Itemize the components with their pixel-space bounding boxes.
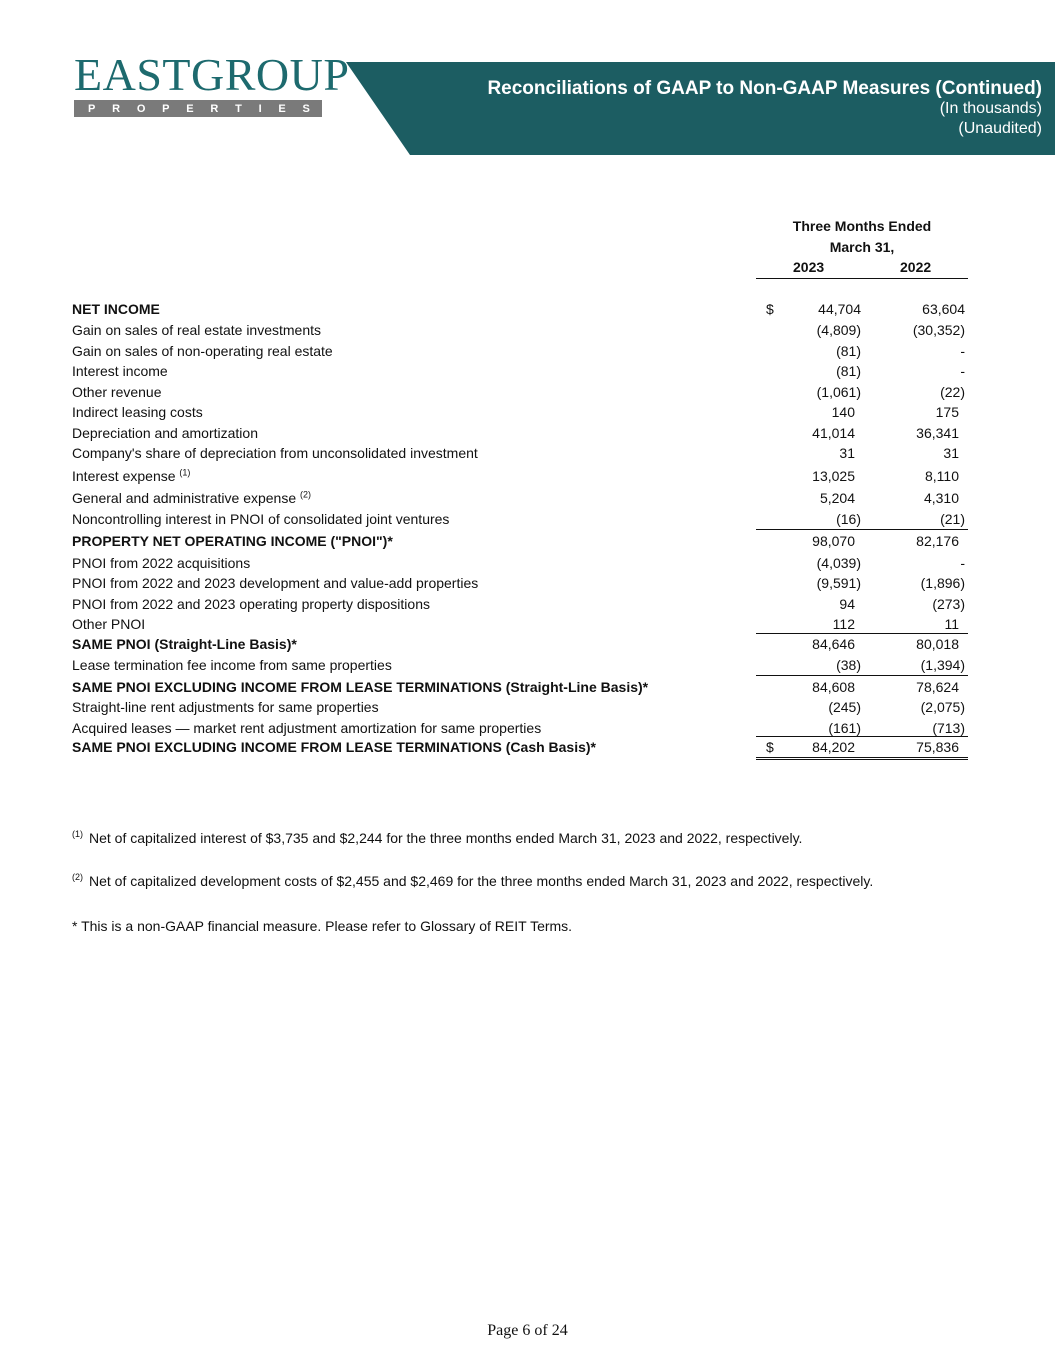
row-label: Other PNOI — [72, 616, 146, 632]
logo-letter: S — [302, 102, 310, 115]
value-2022: 82,176 — [916, 533, 959, 549]
row-label: PNOI from 2022 acquisitions — [72, 555, 251, 571]
footnote-1 — [72, 830, 802, 846]
audit-note: (Unaudited) — [958, 120, 1042, 137]
value-2022: 80,018 — [916, 636, 959, 652]
row-label: Interest income — [72, 363, 168, 379]
value-2022: (1,896) — [920, 575, 965, 591]
logo-letter: I — [258, 102, 262, 115]
value-2022: (2,075) — [920, 699, 965, 715]
value-2023: 44,704 — [818, 301, 861, 317]
row-label: Straight-line rent adjustments for same properties — [72, 699, 379, 715]
value-2022: 78,624 — [916, 679, 959, 695]
value-2023: (81) — [836, 363, 861, 379]
table-row — [72, 737, 972, 757]
table-row — [72, 553, 972, 573]
row-label: Noncontrolling interest in PNOI of consolidated joint ventures — [72, 511, 450, 527]
dollar-sign: $ — [766, 301, 774, 317]
table-row — [72, 299, 972, 319]
value-2023: (9,591) — [816, 575, 861, 591]
value-2023: 84,202 — [812, 739, 855, 755]
table-row — [72, 402, 972, 422]
value-2023: (4,039) — [816, 555, 861, 571]
logo-letter: P — [162, 102, 170, 115]
footnote-marker: (2) — [72, 872, 83, 883]
value-2022: (21) — [940, 511, 965, 527]
value-2022: (1,394) — [920, 657, 965, 673]
row-label: PNOI from 2022 and 2023 development and value-add properties — [72, 575, 479, 591]
row-label: General and administrative expense — [72, 490, 297, 506]
value-2023: 41,014 — [812, 425, 855, 441]
value-2022: 31 — [943, 445, 959, 461]
footnote-text: Net of capitalized development costs of $2,455 and $2,469 for the three months ended March 31, 2023 and 2022, respectively. — [89, 873, 874, 889]
value-2023: (81) — [836, 343, 861, 359]
table-row — [72, 614, 972, 634]
row-label: Gain on sales of real estate investments — [72, 322, 322, 338]
footnote-ref: (1) — [179, 467, 191, 478]
footnote-non-gaap — [72, 918, 572, 934]
table-row — [72, 341, 972, 361]
row-label: Lease termination fee income from same properties — [72, 657, 392, 673]
value-2023: 84,608 — [812, 679, 855, 695]
row-label: Gain on sales of non-operating real estate — [72, 343, 333, 359]
value-2022: 8,110 — [925, 468, 959, 484]
page-title: Reconciliations of GAAP to Non-GAAP Measures (Continued) — [487, 78, 1042, 99]
header-underline — [756, 278, 968, 279]
table-row — [72, 423, 972, 443]
logo-letter: R — [112, 102, 121, 115]
subtotal-rule — [756, 675, 968, 676]
row-label: SAME PNOI (Straight-Line Basis)* — [72, 636, 297, 652]
value-2022: - — [960, 343, 965, 359]
table-row — [72, 655, 972, 675]
value-2022: - — [960, 555, 965, 571]
footnote-text: Net of capitalized interest of $3,735 and $2,244 for the three months ended March 31, 2023 and 2022, respectively. — [89, 830, 803, 846]
table-row — [72, 531, 972, 551]
value-2023: (161) — [828, 720, 861, 736]
total-double-rule — [756, 757, 968, 758]
subtotal-rule — [756, 529, 968, 530]
row-label: Acquired leases — market rent adjustment amortization for same properties — [72, 720, 542, 736]
dollar-sign: $ — [766, 739, 774, 755]
eastgroup-logo — [74, 49, 350, 117]
value-2023: (245) — [828, 699, 861, 715]
table-row — [72, 382, 972, 402]
table-row — [72, 573, 972, 593]
table-row — [72, 677, 972, 697]
value-2023: 112 — [832, 616, 855, 632]
value-2023: (4,809) — [816, 322, 861, 338]
units-note: (In thousands) — [939, 100, 1042, 117]
value-2022: (713) — [932, 720, 965, 736]
footnote-marker: (1) — [72, 829, 83, 840]
value-2023: 13,025 — [812, 468, 855, 484]
page-number: Page 6 of 24 — [487, 1322, 568, 1339]
row-label: Other revenue — [72, 384, 162, 400]
logo-letter: E — [278, 102, 286, 115]
value-2022: 11 — [944, 616, 959, 632]
table-row — [72, 718, 972, 738]
value-2022: (273) — [932, 596, 965, 612]
value-2022: 75,836 — [916, 739, 959, 755]
row-label: Company's share of depreciation from unconsolidated investment — [72, 445, 478, 461]
value-2022: - — [960, 363, 965, 379]
value-2023: 94 — [839, 596, 855, 612]
value-2023: 5,204 — [819, 490, 855, 506]
period-header: Three Months Ended — [792, 218, 932, 234]
total-double-rule — [756, 759, 968, 760]
logo-letter: P — [88, 102, 96, 115]
value-2023: (1,061) — [816, 384, 861, 400]
year-2022-header: 2022 — [900, 259, 932, 275]
table-row — [72, 594, 972, 614]
logo-letter: T — [235, 102, 242, 115]
value-2023: (16) — [836, 511, 861, 527]
row-label: PROPERTY NET OPERATING INCOME ("PNOI")* — [72, 533, 393, 549]
row-label: Interest expense — [72, 468, 176, 484]
logo-subtitle-bar — [74, 100, 322, 117]
value-2022: 36,341 — [916, 425, 959, 441]
year-2023-header: 2023 — [793, 259, 825, 275]
row-label: Depreciation and amortization — [72, 425, 258, 441]
logo-letter: R — [210, 102, 219, 115]
table-row — [72, 488, 972, 508]
table-row — [72, 634, 972, 654]
row-label-wrap — [72, 466, 190, 486]
footnote-ref: (2) — [300, 489, 312, 500]
value-2023: 31 — [839, 445, 855, 461]
footnote-text: * This is a non-GAAP financial measure. Please refer to Glossary of REIT Terms. — [72, 918, 573, 934]
row-label-wrap — [72, 488, 311, 508]
period-date: March 31, — [829, 239, 895, 255]
table-row — [72, 320, 972, 340]
value-2023: 140 — [831, 404, 855, 420]
table-row — [72, 466, 972, 486]
row-label: Indirect leasing costs — [72, 404, 203, 420]
row-label: SAME PNOI EXCLUDING INCOME FROM LEASE TERMINATIONS (Cash Basis)* — [72, 739, 597, 755]
table-row — [72, 443, 972, 463]
value-2023: 98,070 — [812, 533, 855, 549]
value-2022: 63,604 — [922, 301, 965, 317]
value-2022: 4,310 — [923, 490, 959, 506]
value-2022: (30,352) — [912, 322, 965, 338]
row-label: PNOI from 2022 and 2023 operating property dispositions — [72, 596, 430, 612]
value-2022: (22) — [940, 384, 965, 400]
row-label: NET INCOME — [72, 301, 160, 317]
value-2023: (38) — [836, 657, 861, 673]
table-row — [72, 361, 972, 381]
value-2022: 175 — [935, 404, 959, 420]
logo-letter: E — [186, 102, 194, 115]
table-row — [72, 509, 972, 529]
value-2023: 84,646 — [812, 636, 855, 652]
footnote-2 — [72, 873, 873, 889]
logo-wordmark: EASTGROUP — [74, 49, 350, 100]
header-banner — [346, 62, 1055, 155]
table-row — [72, 697, 972, 717]
logo-letter: O — [136, 102, 146, 115]
row-label: SAME PNOI EXCLUDING INCOME FROM LEASE TERMINATIONS (Straight-Line Basis)* — [72, 679, 649, 695]
